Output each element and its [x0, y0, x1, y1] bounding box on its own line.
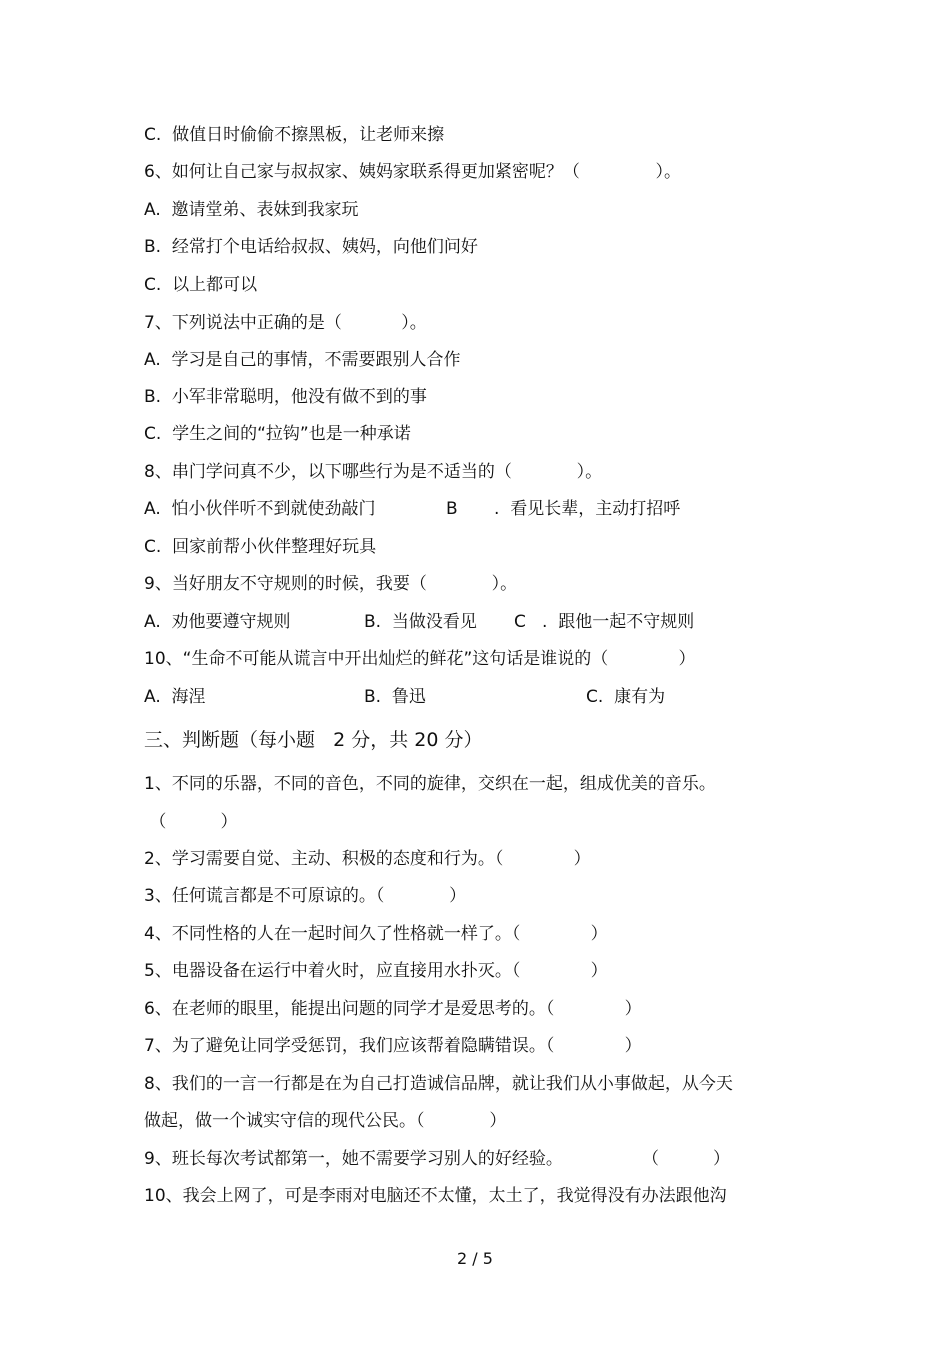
judge-10: 10、我会上网了，可是李雨对电脑还不太懂，太土了，我觉得没有办法跟他沟 — [144, 1186, 727, 1206]
q9-option-b: B. 当做没看见 — [364, 612, 477, 632]
q7-option-a: A. 学习是自己的事情，不需要跟别人合作 — [144, 350, 461, 370]
q8-option-c: C. 回家前帮小伙伴整理好玩具 — [144, 537, 377, 557]
judge-4: 4、不同性格的人在一起时间久了性格就一样了。（ ） — [144, 924, 608, 944]
question-10: 10、“生命不可能从谎言中开出灿烂的鲜花”这句话是谁说的（ ） — [144, 649, 696, 669]
q8-option-b-letter: B — [446, 499, 458, 519]
question-9: 9、当好朋友不守规则的时候，我要（ ）。 — [144, 574, 518, 594]
judge-9-answer-blank: （ ） — [642, 1149, 731, 1169]
page-number: 2 / 5 — [457, 1249, 493, 1268]
judge-3: 3、任何谎言都是不可原谅的。（ ） — [144, 886, 467, 906]
judge-1: 1、不同的乐器，不同的音色，不同的旋律，交织在一起，组成优美的音乐。 — [144, 774, 716, 794]
judge-2: 2、学习需要自觉、主动、积极的态度和行为。（ ） — [144, 849, 591, 869]
q7-option-c: C. 学生之间的“拉钩”也是一种承诺 — [144, 424, 411, 444]
q10-option-b: B. 鲁迅 — [364, 687, 426, 707]
judge-8: 8、我们的一言一行都是在为自己打造诚信品牌，就让我们从小事做起，从今天 — [144, 1074, 733, 1094]
judge-7: 7、为了避免让同学受惩罚，我们应该帮着隐瞒错误。（ ） — [144, 1036, 642, 1056]
q9-option-c-letter: C — [514, 612, 526, 632]
q7-option-b: B. 小军非常聪明，他没有做不到的事 — [144, 387, 427, 407]
q8-option-a: A. 怕小伙伴听不到就使劲敲门 — [144, 499, 376, 519]
q9-option-a: A. 劝他要遵守规则 — [144, 612, 291, 632]
q6-option-b: B. 经常打个电话给叔叔、姨妈，向他们问好 — [144, 237, 478, 257]
q8-option-b-text: . 看见长辈，主动打招呼 — [494, 499, 681, 519]
question-8: 8、串门学问真不少，以下哪些行为是不适当的（ ）。 — [144, 462, 603, 482]
question-6: 6、如何让自己家与叔叔家、姨妈家联系得更加紧密呢？（ ）。 — [144, 162, 681, 182]
judge-8-continued: 做起，做一个诚实守信的现代公民。（ ） — [144, 1111, 507, 1131]
judge-9: 9、班长每次考试都第一，她不需要学习别人的好经验。 — [144, 1149, 563, 1169]
question-7: 7、下列说法中正确的是（ ）。 — [144, 313, 427, 333]
q9-option-c-text: . 跟他一起不守规则 — [542, 612, 695, 632]
section-3-heading: 三、判断题（每小题 2 分，共 20 分） — [144, 729, 483, 751]
q6-option-c: C. 以上都可以 — [144, 275, 258, 295]
judge-5: 5、电器设备在运行中着火时，应直接用水扑灭。（ ） — [144, 961, 608, 981]
q6-option-a: A. 邀请堂弟、表妹到我家玩 — [144, 200, 359, 220]
q10-option-a: A. 海涅 — [144, 687, 206, 707]
judge-1-answer-blank: （ ） — [144, 812, 238, 832]
judge-6: 6、在老师的眼里，能提出问题的同学才是爱思考的。（ ） — [144, 999, 642, 1019]
q5-option-c: C. 做值日时偷偷不擦黑板，让老师来擦 — [144, 125, 445, 145]
q10-option-c: C. 康有为 — [586, 687, 666, 707]
